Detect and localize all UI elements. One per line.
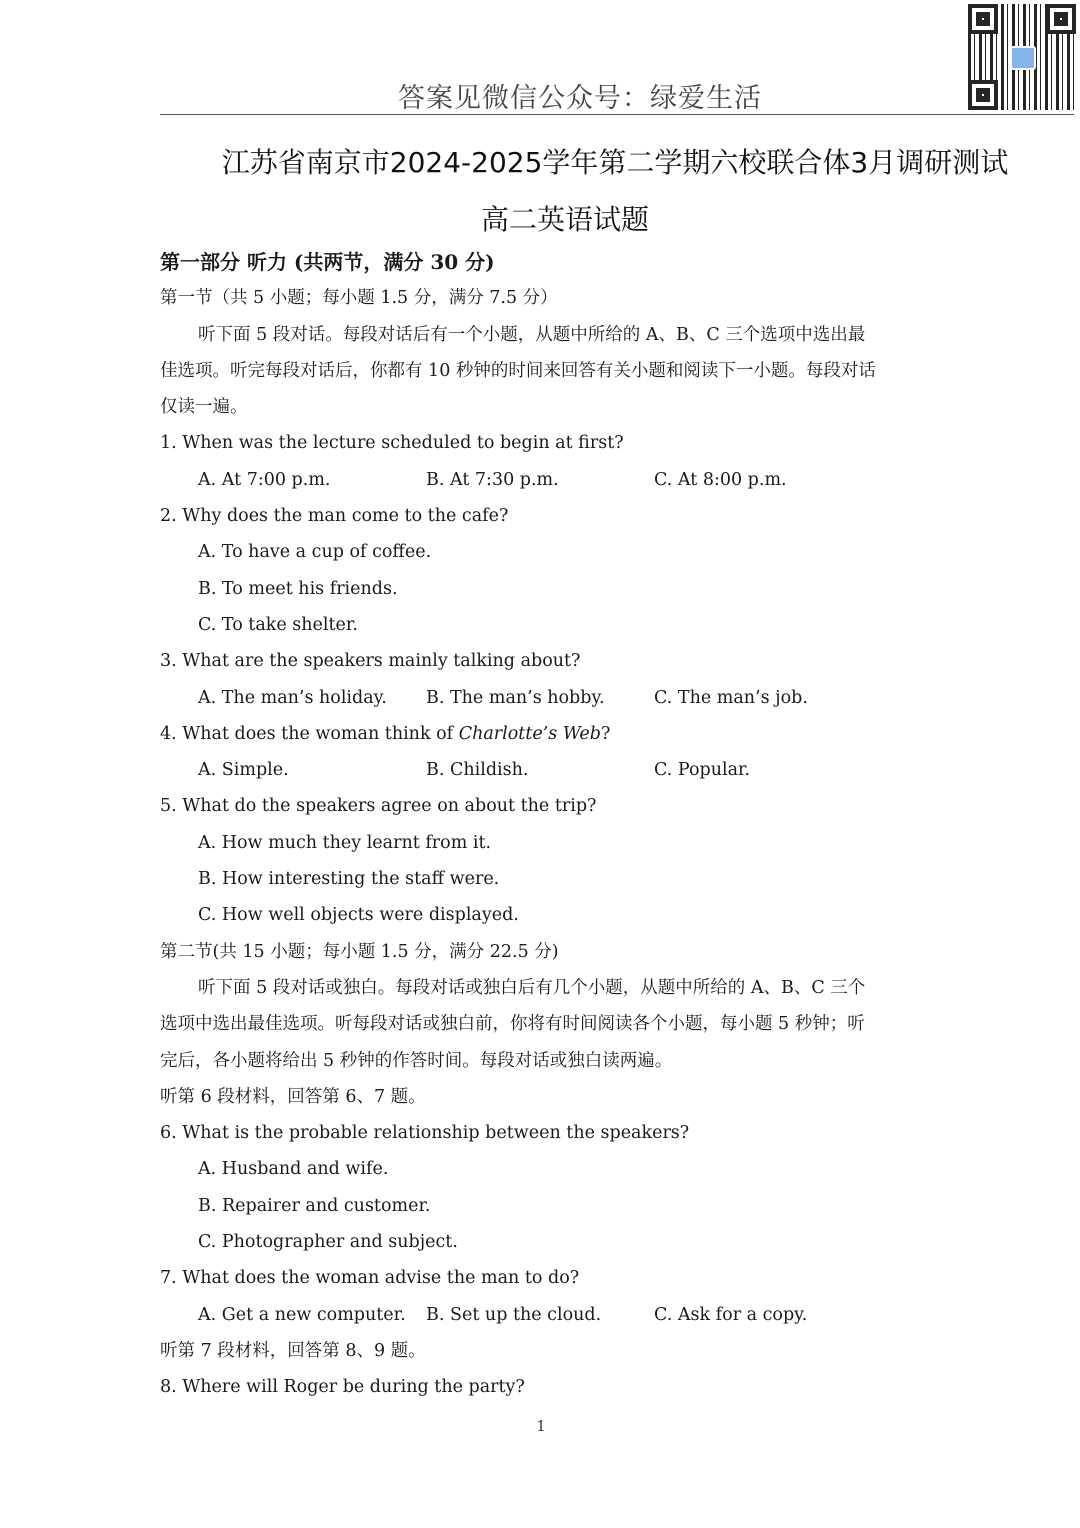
material-6-heading: 听第 6 段材料，回答第 6、7 题。 [160,1086,426,1107]
option-a: A. At 7:00 p.m. [198,469,331,490]
question-7-options [160,1297,930,1333]
option-c: C. Ask for a copy. [654,1304,808,1325]
exam-subtitle: 高二英语试题 [480,203,649,236]
section2-heading: 第二节(共 15 小题；每小题 1.5 分，满分 22.5 分) [160,941,559,962]
option-c: C. How well objects were displayed. [198,905,519,926]
option-b: B. Childish. [426,760,529,781]
question-4-stem-suffix: ? [600,723,611,744]
option-b: B. The man’s hobby. [426,687,605,708]
qr-logo-icon [1010,46,1036,70]
question-3-stem: 3. What are the speakers mainly talking about? [160,651,581,672]
exam-content [160,244,930,1406]
page-number: 1 [536,1417,546,1435]
question-4-stem [160,716,930,752]
option-a: A. Get a new computer. [198,1304,406,1325]
section1-instruction: 仅读一遍。 [160,397,248,418]
question-5-stem: 5. What do the speakers agree on about the trip? [160,796,597,817]
question-7-stem: 7. What does the woman advise the man to do? [160,1268,580,1289]
question-1-stem: 1. When was the lecture scheduled to begin at first? [160,433,624,454]
option-b: B. Set up the cloud. [426,1304,602,1325]
option-c: C. Photographer and subject. [198,1232,458,1253]
part1-heading: 第一部分 听力 (共两节，满分 30 分) [160,250,495,274]
question-2-stem: 2. Why does the man come to the cafe? [160,506,509,527]
question-8-stem: 8. Where will Roger be during the party? [160,1377,525,1398]
option-a: A. The man’s holiday. [198,687,387,708]
section2-instruction: 听下面 5 段对话或独白。每段对话或独白后有几个小题，从题中所给的 A、B、C 三个 [198,977,866,998]
option-a: A. How much they learnt from it. [198,832,492,853]
question-6-stem: 6. What is the probable relationship between the speakers? [160,1123,690,1144]
question-3-options [160,680,930,716]
option-b: B. To meet his friends. [198,578,398,599]
option-c: C. The man’s job. [654,687,808,708]
option-c: C. Popular. [654,760,751,781]
book-title: Charlotte’s Web [458,723,601,744]
section1-instruction: 听下面 5 段对话。每段对话后有一个小题，从题中所给的 A、B、C 三个选项中选出最 [198,324,866,345]
section1-heading: 第一节（共 5 小题；每小题 1.5 分，满分 7.5 分） [160,288,558,309]
section2-instruction: 选项中选出最佳选项。听每段对话或独白前，你将有时间阅读各个小题，每小题 5 秒钟；听 [160,1014,865,1035]
option-b: B. Repairer and customer. [198,1195,431,1216]
option-a: A. Husband and wife. [198,1159,389,1180]
question-1-options [160,462,930,498]
material-7-heading: 听第 7 段材料，回答第 8、9 题。 [160,1340,426,1361]
option-b: B. How interesting the staff were. [198,869,500,890]
header-rule [160,114,1074,115]
option-c: C. To take shelter. [198,614,358,635]
question-4-options [160,752,930,788]
section1-instruction: 佳选项。听完每段对话后，你都有 10 秒钟的时间来回答有关小题和阅读下一小题。每段对话 [160,360,876,381]
header-note: 答案见微信公众号：绿爱生活 [398,83,762,114]
exam-title: 江苏省南京市2024-2025学年第二学期六校联合体3月调研测试 [221,146,1009,179]
option-a: A. Simple. [198,760,289,781]
option-a: A. To have a cup of coffee. [198,542,432,563]
option-b: B. At 7:30 p.m. [426,469,559,490]
section2-instruction: 完后，各小题将给出 5 秒钟的作答时间。每段对话或独白读两遍。 [160,1050,673,1071]
option-c: C. At 8:00 p.m. [654,469,787,490]
question-4-stem-prefix: 4. What does the woman think of [160,723,459,744]
